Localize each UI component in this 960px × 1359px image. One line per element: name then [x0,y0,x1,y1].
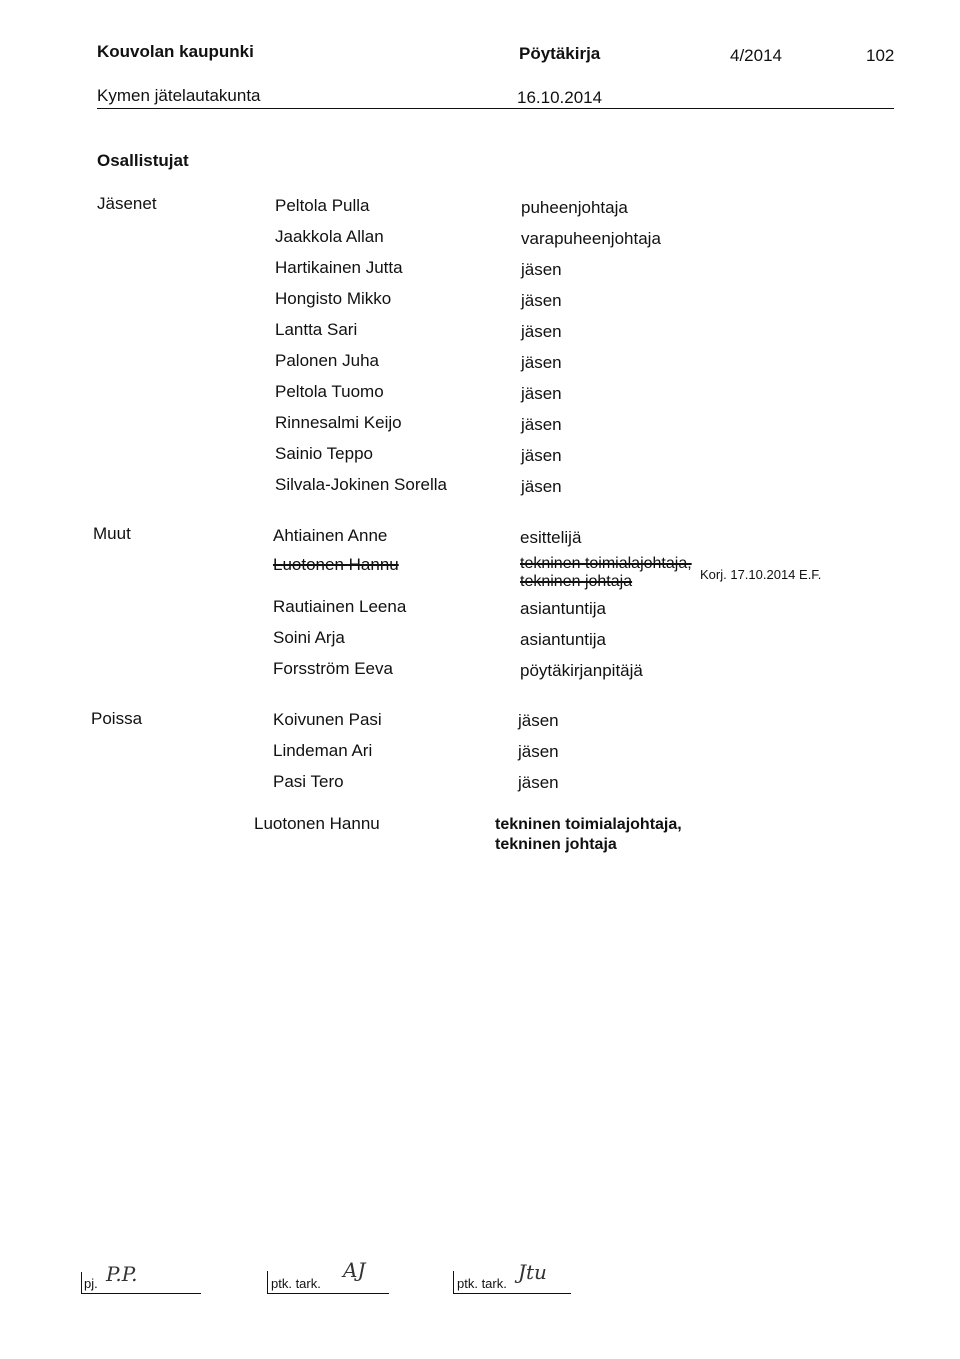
sig-label: ptk. tark. [271,1276,321,1291]
page-number: 102 [866,46,895,65]
absent-role: jäsen [518,773,559,792]
member-name: Rinnesalmi Keijo [275,413,402,432]
sig-line [267,1293,389,1294]
absent-names [273,710,382,803]
document-type: Pöytäkirja [519,44,601,63]
inserted-role-line2: tekninen johtaja [495,836,617,853]
absent-name: Pasi Tero [273,772,344,791]
struck-role-line2: tekninen johtaja [520,573,633,590]
document-number: 4/2014 [730,46,782,65]
member-role: jäsen [521,384,562,403]
sig-tick [453,1271,454,1294]
checker1-initials: AJ [343,1258,366,1282]
absent-role: jäsen [518,742,559,761]
inserted-role-line1: tekninen toimialajohtaja, [495,816,682,833]
member-role: puheenjohtaja [521,198,628,217]
sig-tick [267,1271,268,1294]
struck-name: Luotonen Hannu [273,555,399,574]
member-role: jäsen [521,260,562,279]
sig-label: ptk. tark. [457,1276,507,1291]
board-name: Kymen jätelautakunta [97,86,261,105]
members-roles [521,198,661,508]
sig-line [453,1293,571,1294]
member-name: Silvala-Jokinen Sorella [275,475,447,494]
member-name: Hongisto Mikko [275,289,392,308]
other-role: asiantuntija [520,599,607,618]
other-role: asiantuntija [520,630,607,649]
chair-initials: P.P. [106,1262,138,1286]
inserted-name: Luotonen Hannu [254,814,380,833]
others-roles [520,599,643,692]
member-role: jäsen [521,477,562,496]
member-name: Hartikainen Jutta [275,258,403,277]
meeting-date: 16.10.2014 [517,88,603,107]
other-name: Soini Arja [273,628,345,647]
member-role: jäsen [521,446,562,465]
other-name: Rautiainen Leena [273,597,407,616]
checker2-initials: Jtu [518,1260,547,1284]
member-name: Lantta Sari [275,320,358,339]
members-names [275,196,447,506]
absent-name: Lindeman Ari [273,741,373,760]
header-rule [97,108,894,109]
absent-roles [518,711,559,804]
presenter-name: Ahtiainen Anne [273,526,388,545]
correction-note: Korj. 17.10.2014 E.F. [700,567,822,582]
member-name: Palonen Juha [275,351,379,370]
member-role: jäsen [521,353,562,372]
absent-name: Koivunen Pasi [273,710,382,729]
sig-label: pj. [84,1276,98,1291]
other-role: pöytäkirjanpitäjä [520,661,643,680]
member-name: Jaakkola Allan [275,227,384,246]
section-title: Osallistujat [97,151,189,170]
other-name: Forsström Eeva [273,659,393,678]
struck-role-line1: tekninen toimialajohtaja, [520,555,692,572]
sig-tick [81,1272,82,1294]
member-role: jäsen [521,415,562,434]
sig-line [81,1293,201,1294]
absent-label: Poissa [91,709,143,728]
member-name: Peltola Tuomo [275,382,384,401]
member-role: jäsen [521,291,562,310]
member-name: Sainio Teppo [275,444,373,463]
member-role: jäsen [521,322,562,341]
others-names [273,597,406,690]
presenter-role: esittelijä [520,528,582,547]
absent-role: jäsen [518,711,559,730]
members-label: Jäsenet [97,194,157,213]
others-label: Muut [93,524,131,543]
member-name: Peltola Pulla [275,196,370,215]
member-role: varapuheenjohtaja [521,229,661,248]
municipality-name: Kouvolan kaupunki [97,42,254,61]
